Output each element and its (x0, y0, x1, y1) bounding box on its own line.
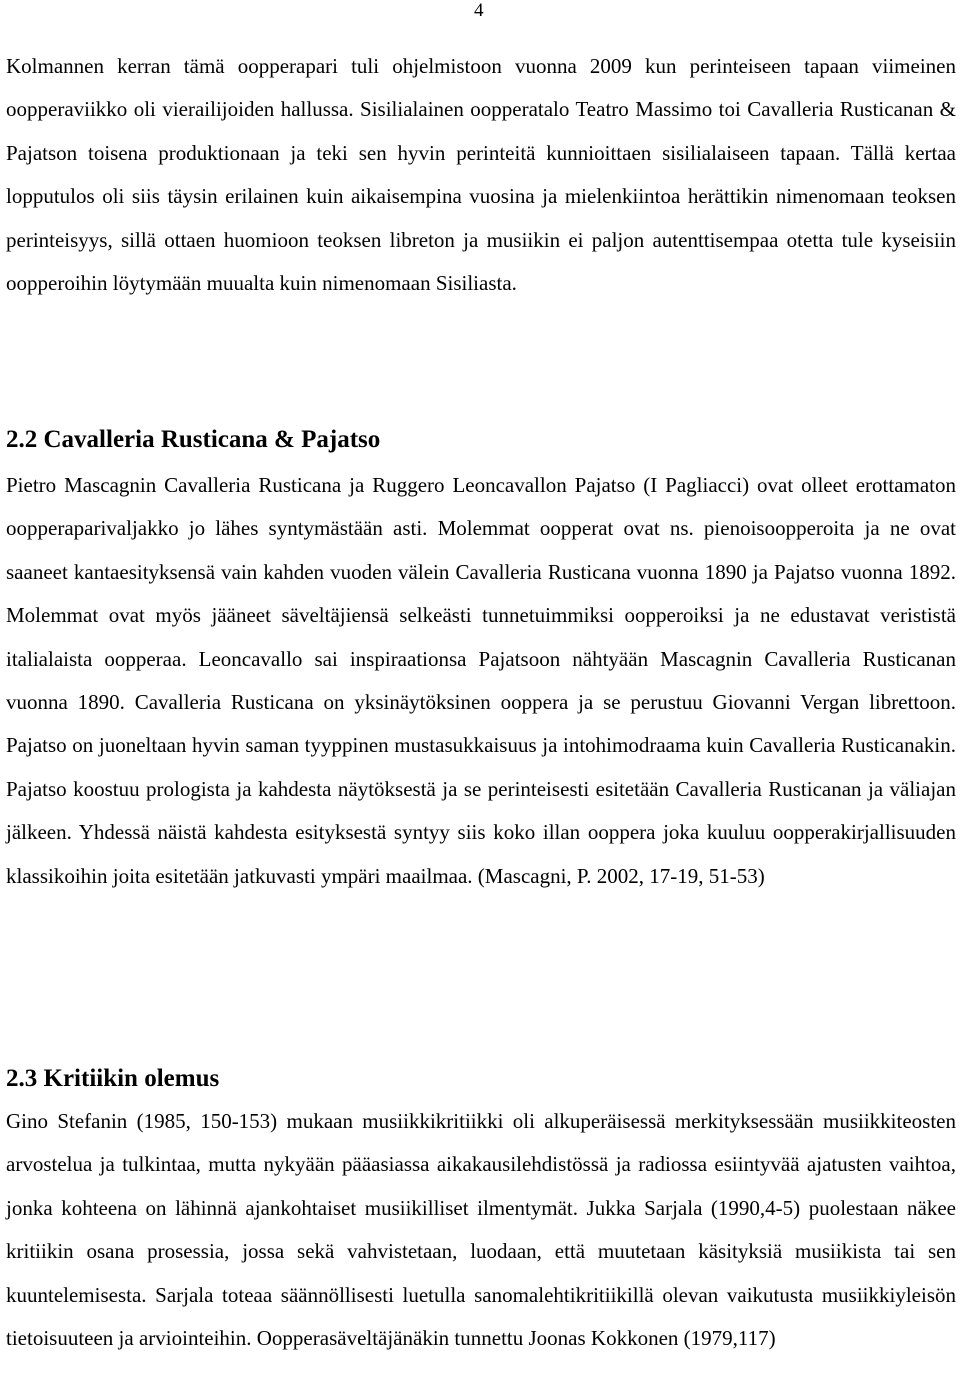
section-2-2-heading: 2.2 Cavalleria Rusticana & Pajatso (6, 426, 381, 453)
section-2-3-paragraph: Gino Stefanin (1985, 150-153) mukaan musiikkikritiikki oli alkuperäisessä merkityksessään musiikkiteosten arvostelua ja tulkintaa, mutta nykyään pääasiassa aikakausilehdistössä ja radiossa esiintyvää ajatusten vaihtoa, jonka kohteena on lähinnä ajankohtaiset musiikilliset ilmentymät. Jukka Sarjala (1990,4-5) puolestaan näkee kritiikin osana prosessia, jossa sekä vahvistetaan, luodaan, että muutetaan käsityksiä musiikista tai sen kuuntelemisesta. Sarjala toteaa säännöllisesti luetulla sanomalehtikritiikillä olevan vaikutusta musiikkiyleisön tietoisuuteen ja arviointeihin. Oopperasäveltäjänäkin tunnettu Joonas Kokkonen (1979,117) (6, 1109, 956, 1351)
section-2-3-paragraph-block (6, 1100, 956, 1360)
page-number: 4 (474, 0, 484, 21)
intro-paragraph: Kolmannen kerran tämä oopperapari tuli ohjelmistoon vuonna 2009 kun perinteiseen tapaan viimeinen oopperaviikko oli vierailijoiden hallussa. Sisilialainen oopperatalo Teatro Massimo toi Cavalleria Rusticanan & Pajatson toisena produktionaan ja teki sen hyvin perinteitä kunnioittaen sisilialaiseen tapaan. Tällä kertaa lopputulos oli siis täysin erilainen kuin aikaisempina vuosina ja mielenkiintoa herättikin nimenomaan teoksen perinteisyys, sillä ottaen huomioon teoksen libreton ja musiikin ei paljon autenttisempaa otetta tule kyseisiin oopperoihin löytymään muualta kuin nimenomaan Sisiliasta. (6, 54, 956, 296)
section-2-3-heading-block (6, 1063, 956, 1095)
section-2-2-paragraph-block (6, 464, 956, 898)
section-2-2-paragraph: Pietro Mascagnin Cavalleria Rusticana ja Ruggero Leoncavallon Pajatso (I Pagliacci) ovat olleet erottamaton oopperaparivaljakko jo lähes syntymästään asti. Molemmat oopperat ovat ns. pienoisoopperoita ja ne ovat saaneet kantaesityksensä vain kahden vuoden välein Cavalleria Rusticana vuonna 1890 ja Pajatso vuonna 1892. Molemmat ovat myös jääneet säveltäjiensä selkeästi tunnetuimmiksi oopperoiksi ja ne edustavat verististä italialaista oopperaa. Leoncavallo sai inspiraationsa Pajatsoon nähtyään Mascagnin Cavalleria Rusticanan vuonna 1890. Cavalleria Rusticana on yksinäytöksinen ooppera ja se perustuu Giovanni Vergan librettoon. Pajatso on juoneltaan hyvin saman tyyppinen mustasukkaisuus ja intohimodraama kuin Cavalleria Rusticanakin. Pajatso koostuu prologista ja kahdesta näytöksestä ja se perinteisesti esitetään Cavalleria Rusticanan ja väliajan jälkeen. Yhdessä näistä kahdesta esityksestä syntyy siis koko illan ooppera joka kuuluu oopperakirjallisuuden klassikoihin joita esitetään jatkuvasti ympäri maailmaa. (Mascagni, P. 2002, 17-19, 51-53) (6, 473, 956, 888)
section-2-2-heading-block (6, 424, 956, 456)
section-2-3-heading: 2.3 Kritiikin olemus (6, 1065, 220, 1092)
intro-paragraph-block (6, 45, 956, 305)
